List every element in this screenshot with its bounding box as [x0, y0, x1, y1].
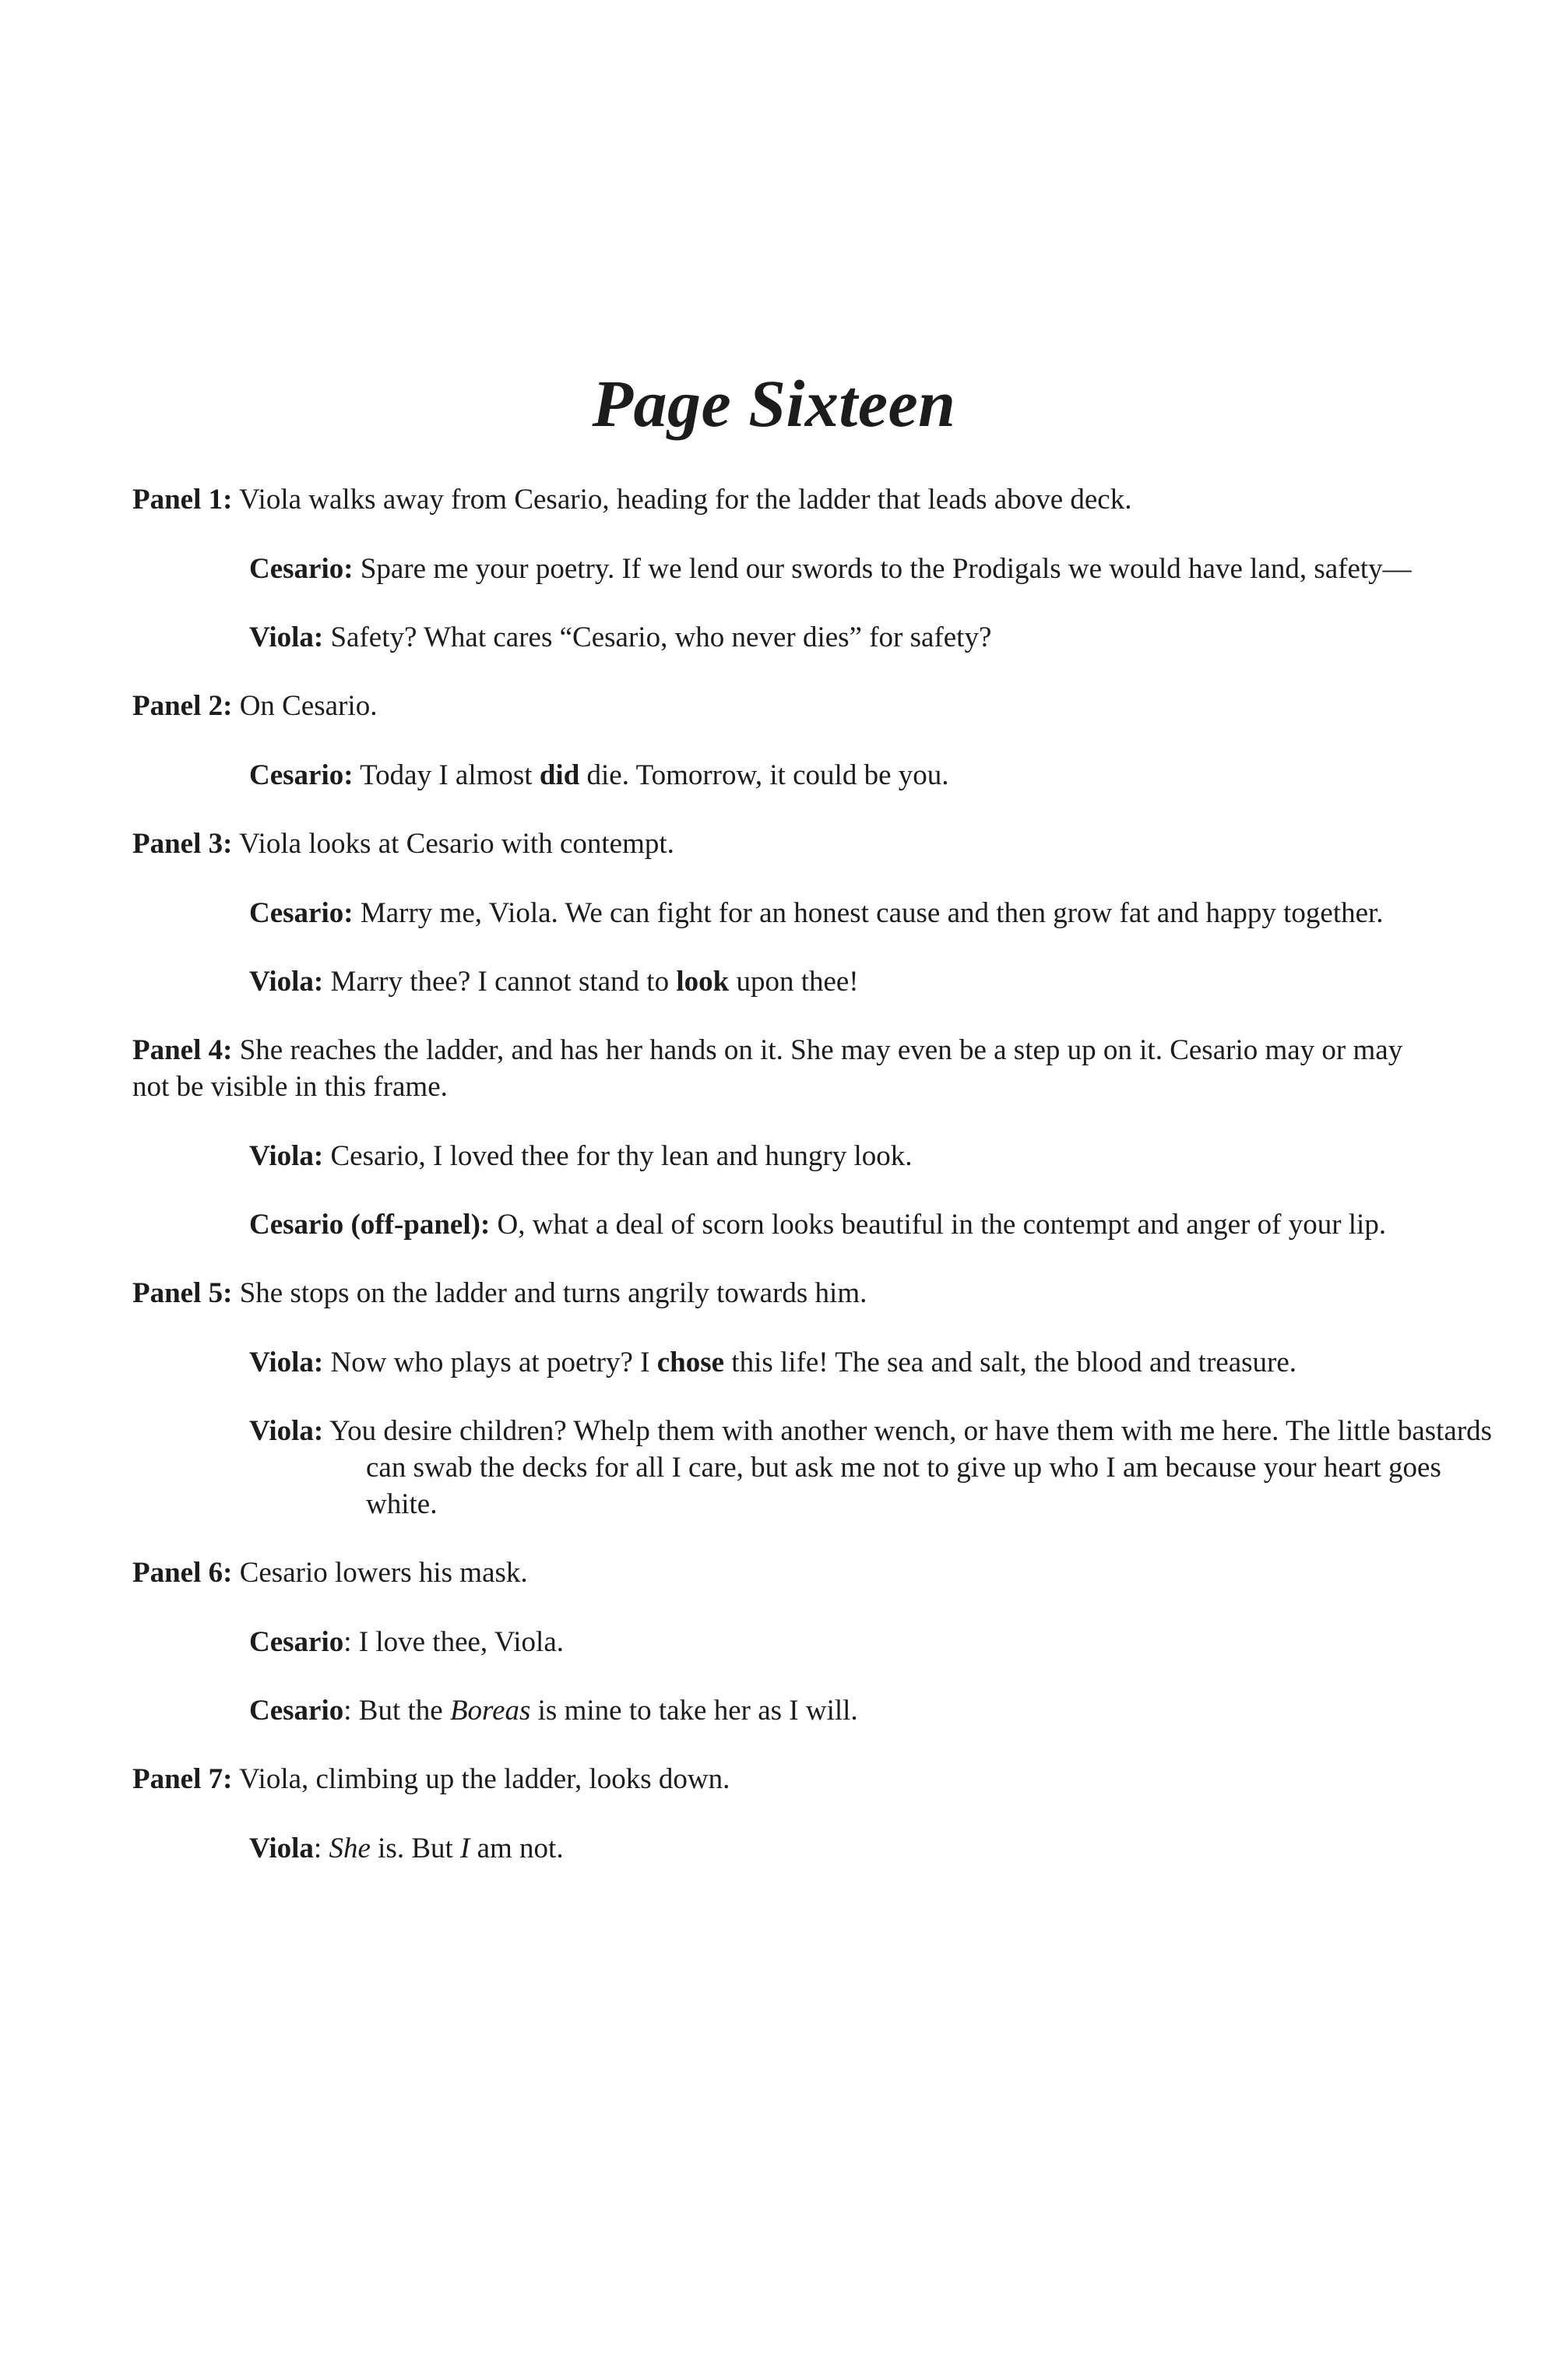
- dialogue-line: [249, 1138, 1495, 1174]
- dialogue-text: O, what a deal of scorn looks beautiful in the contempt and anger of your lip.: [490, 1209, 1387, 1241]
- panel-1-description: [132, 481, 1425, 518]
- speaker-name: Cesario (off-panel):: [249, 1209, 491, 1241]
- dialogue-text: this life! The sea and salt, the blood and treasure.: [724, 1347, 1297, 1378]
- dialogue-line: [249, 1344, 1495, 1381]
- dialogue-text: Safety? What cares “Cesario, who never dies” for safety?: [323, 621, 992, 653]
- panel-7-description: [132, 1761, 1425, 1797]
- panel-2-description: [132, 688, 1425, 724]
- emphasis-text: did: [539, 759, 580, 791]
- panel-label: Panel 4:: [132, 1034, 233, 1066]
- panel-label: Panel 3:: [132, 828, 233, 860]
- dialogue-text: am not.: [470, 1833, 564, 1864]
- panel-label: Panel 5:: [132, 1277, 233, 1309]
- dialogue-text: Marry thee? I cannot stand to: [323, 966, 677, 998]
- dialogue-text: Cesario, I loved thee for thy lean and hungry look.: [323, 1140, 913, 1172]
- panel-5-description: [132, 1275, 1425, 1311]
- speaker-name: Viola: [249, 1833, 314, 1864]
- dialogue-line: [249, 1206, 1495, 1243]
- panel-label: Panel 1:: [132, 484, 233, 516]
- dialogue-line: [249, 963, 1495, 1000]
- emphasis-text: I: [460, 1833, 470, 1864]
- emphasis-text: She: [329, 1833, 371, 1864]
- panel-label: Panel 2:: [132, 690, 233, 722]
- speaker-name: Cesario:: [249, 759, 354, 791]
- dialogue-text: upon thee!: [729, 966, 859, 998]
- panel-label: Panel 7:: [132, 1763, 233, 1795]
- panel-label: Panel 6:: [132, 1557, 233, 1589]
- panel-text: Cesario lowers his mask.: [232, 1557, 528, 1589]
- emphasis-text: look: [676, 966, 730, 998]
- panel-text: On Cesario.: [232, 690, 378, 722]
- dialogue-text: Now who plays at poetry? I: [323, 1347, 657, 1378]
- dialogue-text: die. Tomorrow, it could be you.: [579, 759, 949, 791]
- speaker-name: Cesario:: [249, 553, 354, 585]
- speaker-name: Cesario: [249, 1626, 344, 1658]
- script-body: [132, 481, 1493, 1899]
- dialogue-text: : But the: [343, 1695, 450, 1727]
- panel-text: She stops on the ladder and turns angrily towards him.: [232, 1277, 867, 1309]
- panel-4-description: [132, 1032, 1425, 1105]
- page-title: Page Sixteen: [592, 366, 956, 441]
- speaker-name: Viola:: [249, 1347, 324, 1378]
- speaker-name: Viola:: [249, 621, 324, 653]
- panel-6-description: [132, 1554, 1425, 1591]
- panel-text: She reaches the ladder, and has her hands on it. She may even be a step up on it. Cesario may or may not be visible in this frame.: [132, 1034, 1403, 1103]
- speaker-name: Cesario: [249, 1695, 344, 1727]
- dialogue-text: : I love thee, Viola.: [343, 1626, 564, 1658]
- speaker-name: Viola:: [249, 1415, 324, 1447]
- speaker-name: Viola:: [249, 1140, 324, 1172]
- dialogue-line: [249, 1624, 1495, 1660]
- dialogue-line: [249, 1830, 1495, 1867]
- dialogue-text: You desire children? Whelp them with another wench, or have them with me here. The little bastards can swab the decks for all I care, but ask me not to give up who I am because your heart goes white.: [323, 1415, 1493, 1520]
- dialogue-text: Marry me, Viola. We can fight for an honest cause and then grow fat and happy together.: [353, 897, 1384, 929]
- ship-name: Boreas: [449, 1695, 531, 1727]
- panel-3-description: [132, 826, 1425, 862]
- dialogue-line: [249, 757, 1495, 794]
- speaker-name: Cesario:: [249, 897, 354, 929]
- dialogue-line: [249, 551, 1495, 587]
- panel-text: Viola, climbing up the ladder, looks down.: [232, 1763, 730, 1795]
- dialogue-line: [249, 1692, 1495, 1729]
- dialogue-text: Spare me your poetry. If we lend our swords to the Prodigals we would have land, safety—: [353, 553, 1412, 585]
- dialogue-text: :: [313, 1833, 329, 1864]
- dialogue-line: [249, 895, 1495, 931]
- panel-text: Viola looks at Cesario with contempt.: [232, 828, 674, 860]
- panel-text: Viola walks away from Cesario, heading for the ladder that leads above deck.: [232, 484, 1132, 516]
- speaker-name: Viola:: [249, 966, 324, 998]
- dialogue-text: is mine to take her as I will.: [530, 1695, 858, 1727]
- dialogue-line: [249, 1413, 1495, 1523]
- dialogue-text: Today I almost: [353, 759, 540, 791]
- emphasis-text: chose: [656, 1347, 725, 1378]
- dialogue-text: is. But: [370, 1833, 461, 1864]
- dialogue-line: [249, 619, 1495, 656]
